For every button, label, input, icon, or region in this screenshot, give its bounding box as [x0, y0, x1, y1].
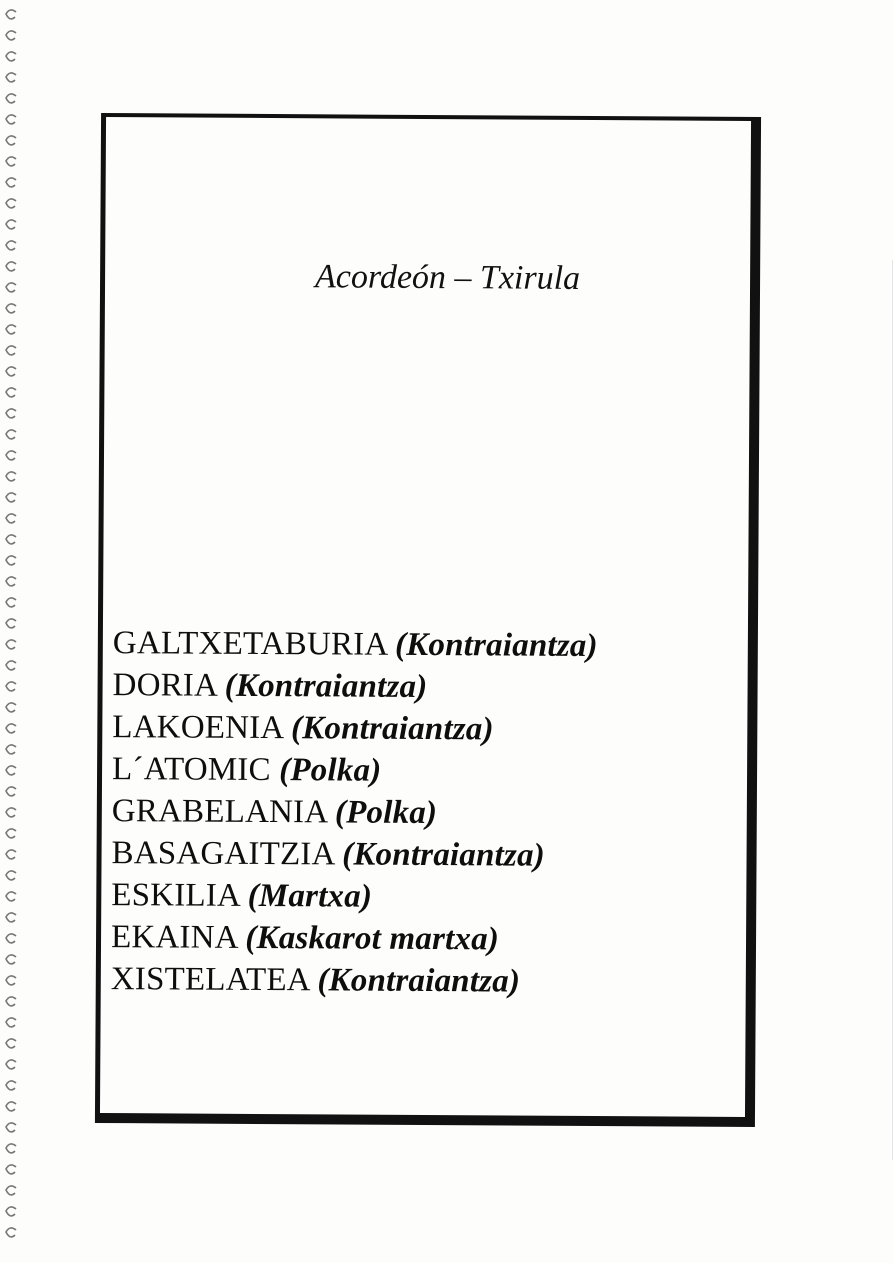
binding-hole-mark: [6, 871, 16, 880]
binding-hole-mark: [6, 178, 16, 187]
binding-hole-mark: [6, 745, 16, 754]
binding-hole-mark: [6, 283, 16, 292]
list-item: [111, 832, 596, 877]
binding-hole-mark: [6, 787, 16, 796]
binding-hole-mark: [6, 262, 16, 271]
binding-hole-mark: [6, 115, 16, 124]
binding-hole-mark: [6, 1081, 16, 1090]
binding-hole-mark: [6, 94, 16, 103]
content-frame: [95, 113, 761, 1127]
tune-genre: (Martxa): [247, 877, 373, 915]
tune-genre: (Kontraiantza): [342, 836, 546, 874]
tune-name: BASAGAITZIA: [111, 835, 334, 873]
binding-hole-mark: [6, 1228, 16, 1237]
binding-hole-mark: [6, 598, 16, 607]
binding-hole-mark: [6, 367, 16, 376]
page-title: Acordeón – Txirula: [314, 258, 581, 297]
binding-hole-mark: [6, 451, 16, 460]
binding-hole-mark: [6, 241, 16, 250]
binding-hole-mark: [6, 661, 16, 670]
binding-hole-mark: [6, 535, 16, 544]
tune-genre: (Kaskarot martxa): [245, 919, 500, 958]
binding-hole-mark: [6, 325, 16, 334]
list-item: [111, 916, 596, 961]
binding-hole-mark: [6, 388, 16, 397]
binding-hole-mark: [6, 1207, 16, 1216]
tune-name: LAKOENIA: [112, 709, 283, 747]
binding-hole-mark: [6, 892, 16, 901]
binding-hole-mark: [6, 10, 16, 19]
tune-name: DORIA: [112, 667, 217, 704]
binding-hole-mark: [6, 157, 16, 166]
binding-hole-mark: [6, 976, 16, 985]
binding-hole-mark: [6, 304, 16, 313]
binding-hole-mark: [6, 997, 16, 1006]
tune-genre: (Kontraiantza): [394, 626, 598, 665]
list-item: [112, 790, 597, 835]
binding-hole-mark: [6, 682, 16, 691]
binding-hole-mark: [6, 220, 16, 229]
tune-name: EKAINA: [110, 919, 238, 956]
binding-hole-mark: [6, 1039, 16, 1048]
tune-genre: (Kontraiantza): [224, 667, 428, 705]
binding-hole-mark: [6, 409, 16, 418]
tune-name: GALTXETABURIA: [112, 625, 387, 663]
tune-list: [111, 622, 598, 1003]
binding-hole-mark: [6, 136, 16, 145]
binding-hole-mark: [6, 556, 16, 565]
tune-genre: (Kontraiantza): [290, 710, 494, 748]
binding-hole-mark: [6, 850, 16, 859]
binding-hole-mark: [6, 1018, 16, 1027]
binding-hole-mark: [6, 619, 16, 628]
binding-hole-mark: [6, 934, 16, 943]
list-item: [112, 664, 597, 709]
list-item: [111, 958, 596, 1003]
binding-hole-mark: [6, 514, 16, 523]
binding-hole-mark: [6, 808, 16, 817]
tune-name: ESKILIA: [111, 877, 240, 914]
binding-hole-mark: [6, 31, 16, 40]
tune-genre: (Kontraiantza): [317, 962, 521, 1000]
list-item: [112, 748, 597, 793]
binding-hole-mark: [6, 1060, 16, 1069]
binding-hole-mark: [6, 493, 16, 502]
tune-name: L´ATOMIC: [111, 751, 271, 789]
binding-hole-mark: [6, 724, 16, 733]
tune-genre: (Polka): [279, 752, 382, 789]
spiral-binding-marks: [0, 0, 30, 1263]
list-item: [112, 706, 597, 751]
binding-hole-mark: [6, 1123, 16, 1132]
binding-hole-mark: [6, 1144, 16, 1153]
binding-hole-mark: [6, 955, 16, 964]
tune-name: GRABELANIA: [111, 793, 327, 831]
binding-hole-mark: [6, 472, 16, 481]
binding-hole-mark: [6, 829, 16, 838]
binding-hole-mark: [6, 640, 16, 649]
binding-hole-mark: [6, 346, 16, 355]
tune-name: XISTELATEA: [110, 961, 310, 999]
binding-hole-mark: [6, 1186, 16, 1195]
binding-hole-mark: [6, 199, 16, 208]
binding-hole-mark: [6, 430, 16, 439]
binding-hole-mark: [6, 1102, 16, 1111]
binding-hole-mark: [6, 1165, 16, 1174]
list-item: [111, 874, 596, 919]
binding-hole-mark: [6, 766, 16, 775]
binding-hole-mark: [6, 703, 16, 712]
binding-hole-mark: [6, 52, 16, 61]
list-item: [113, 622, 598, 667]
binding-hole-mark: [6, 577, 16, 586]
binding-hole-mark: [6, 73, 16, 82]
binding-hole-mark: [6, 913, 16, 922]
tune-genre: (Polka): [334, 794, 438, 832]
